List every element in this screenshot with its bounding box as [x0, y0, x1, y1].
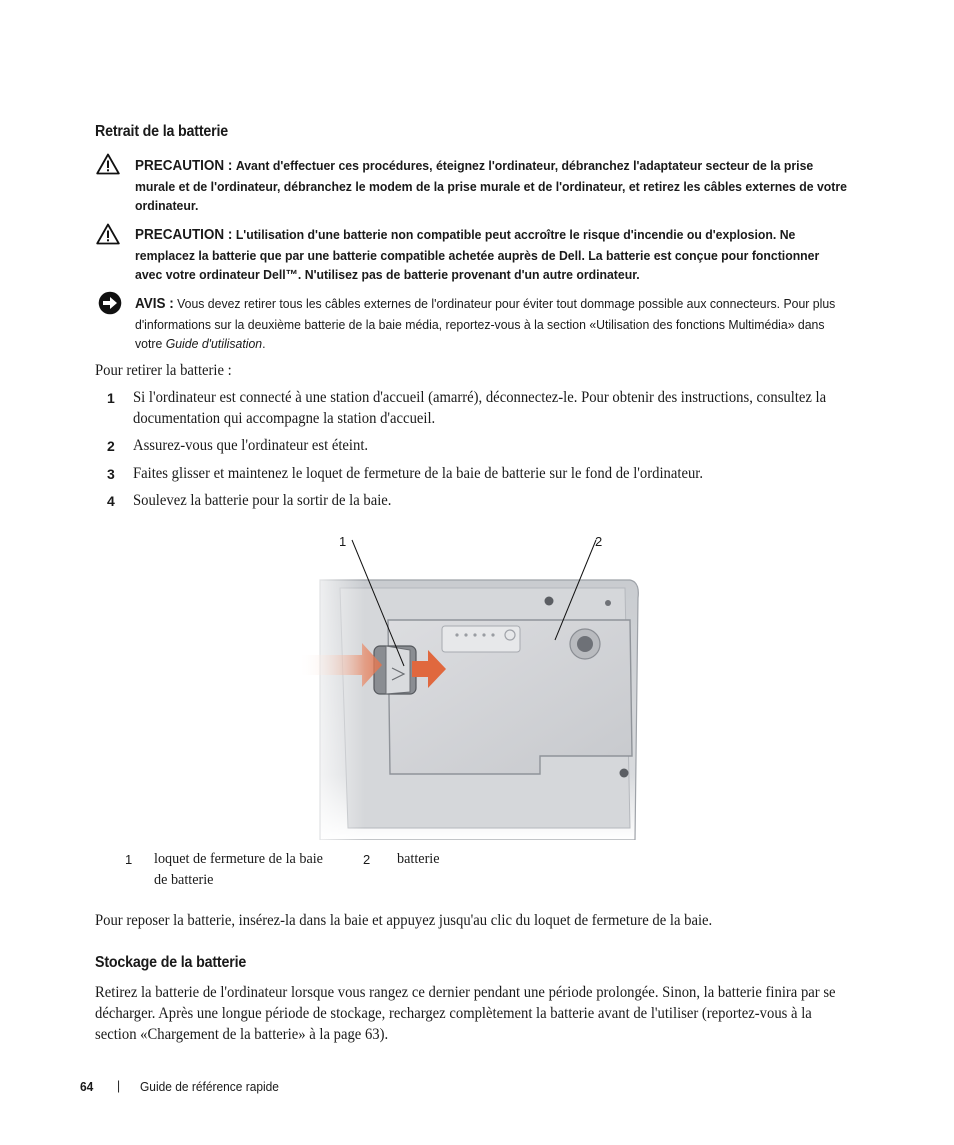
page-number: 64 — [80, 1079, 94, 1094]
notice-text: Vous devez retirer tous les câbles externes de l'ordinateur pour éviter tout dommage possible aux connecteurs. Pour plus d'informations sur la deuxième batterie de la baie média, reportez-vous à la section «Utilisation des fonctions Multimédia» dans votre — [135, 296, 836, 351]
caution-note-1 — [135, 156, 849, 216]
legend-number: 2 — [363, 852, 371, 867]
step-text: Soulevez la batterie pour la sortir de la baie. — [133, 492, 392, 509]
step-number: 1 — [107, 390, 115, 406]
warning-triangle-icon — [96, 153, 120, 175]
notice-arrow-icon — [98, 291, 122, 315]
legend-number: 1 — [125, 852, 133, 867]
notice-note — [135, 294, 849, 354]
storage-paragraph: Retirez la batterie de l'ordinateur lorsque vous rangez ce dernier pendant une période prolongée. Sinon, la batterie finira par se décharger. Après une longue période de stockage, rechargez complètement la batterie avant de l'utiliser (reportez-vous à la section «Chargement de la batterie» à la page 63). — [95, 984, 836, 1043]
reinstall-paragraph: Pour reposer la batterie, insérez-la dans la baie et appuyez jusqu'au clic du loquet de fermeture de la baie. — [95, 912, 713, 929]
step-number: 4 — [107, 493, 115, 509]
warning-triangle-icon — [96, 223, 120, 245]
callout-number-2: 2 — [595, 534, 603, 549]
battery-removal-figure — [300, 528, 660, 840]
section-title-removal: Retrait de la batterie — [95, 123, 229, 140]
step-text: Assurez-vous que l'ordinateur est éteint. — [133, 437, 369, 454]
callout-number-1: 1 — [339, 534, 347, 549]
step-number: 3 — [107, 466, 115, 482]
step-number: 2 — [107, 438, 115, 454]
caution-label: PRECAUTION : — [135, 158, 233, 174]
legend-text: loquet de fermeture de la baie de batterie — [154, 851, 323, 888]
caution-label: PRECAUTION : — [135, 227, 233, 243]
caution-text: Avant d'effectuer ces procédures, éteignez l'ordinateur, débranchez l'adaptateur secteur de la prise murale et de l'ordinateur, débranchez le modem de la prise murale et de l'ordinateur, et retirez les câbles externes de votre ordinateur. — [135, 158, 847, 213]
legend-text: batterie — [397, 851, 440, 867]
notice-label: AVIS : — [135, 296, 174, 312]
section-title-storage: Stockage de la batterie — [95, 954, 247, 971]
steps-intro: Pour retirer la batterie : — [95, 362, 232, 379]
step-text: Faites glisser et maintenez le loquet de fermeture de la baie de batterie sur le fond de l'ordinateur. — [133, 465, 704, 482]
notice-end: . — [262, 336, 266, 351]
footer-separator: | — [117, 1078, 121, 1093]
caution-note-2 — [135, 225, 849, 285]
notice-italic-ref: Guide d'utilisation — [165, 336, 263, 351]
footer-title: Guide de référence rapide — [140, 1079, 279, 1094]
caution-text: L'utilisation d'une batterie non compatible peut accroître le risque d'incendie ou d'explosion. Ne remplacez la batterie que par une batterie compatible achetée auprès de Dell. La batterie est conçue pour fonctionner avec votre ordinateur Dell™. N'utilisez pas de batterie provenant d'un autre ordinateur. — [135, 227, 820, 282]
step-text: Si l'ordinateur est connecté à une station d'accueil (amarré), déconnectez-le. Pour obtenir des instructions, consultez la documentation qui accompagne la station d'accueil. — [133, 389, 827, 427]
